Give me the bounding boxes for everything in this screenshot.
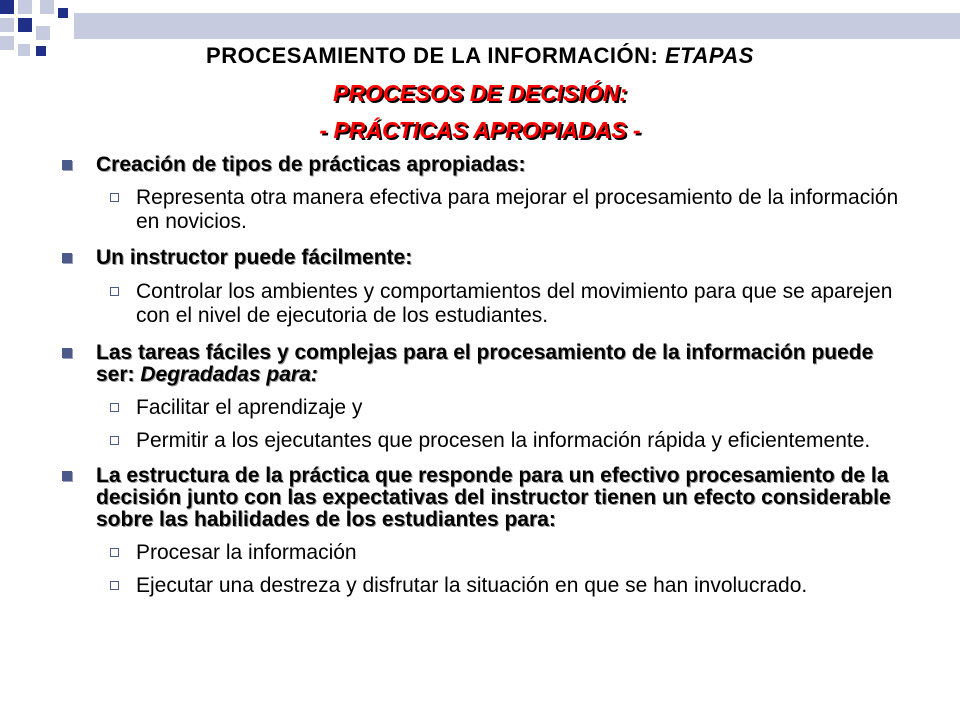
deco-square-2: [18, 0, 32, 14]
sub-bullet-1-1: [62, 186, 912, 234]
bullet-item-1: [62, 154, 912, 176]
deco-square-8: [36, 26, 50, 40]
hollow-square-bullet-icon: [110, 287, 119, 296]
sub-bullet-text: Procesar la información: [136, 541, 357, 564]
bullet-item-2: [62, 247, 912, 269]
square-bullet-icon: [62, 471, 72, 481]
square-bullet-icon: [62, 253, 72, 263]
slide-subtitle-1: PROCESOS DE DECISIÓN:: [333, 80, 627, 106]
slide-title: [0, 43, 960, 69]
sub-bullet-2-1: [62, 280, 912, 328]
hollow-square-bullet-icon: [110, 548, 119, 557]
bullet-heading: Creación de tipos de prácticas apropiadas:: [96, 153, 526, 176]
bullet-heading: Las tareas fáciles y complejas para el procesamiento de la información puede ser:: [96, 341, 874, 386]
sub-bullet-text: Controlar los ambientes y comportamientos del movimiento para que se aparejen con el nivel de ejecutoria de los estudiantes.: [136, 280, 893, 327]
deco-square-4: [0, 18, 14, 32]
bullet-item-4: [62, 465, 912, 531]
hollow-square-bullet-icon: [110, 436, 119, 445]
sub-bullet-text: Ejecutar una destreza y disfrutar la situación en que se han involucrado.: [136, 574, 808, 597]
hollow-square-bullet-icon: [110, 581, 119, 590]
deco-bar: [74, 13, 960, 39]
bullet-item-3: [62, 342, 912, 386]
deco-square-3: [40, 0, 54, 14]
deco-square-1: [0, 0, 14, 14]
slide-title-emphasis: ETAPAS: [664, 43, 754, 68]
sub-bullet-text: Facilitar el aprendizaje y: [136, 396, 363, 419]
bullet-heading-emphasis: Degradadas para:: [140, 363, 318, 386]
bullet-heading: La estructura de la práctica que responde para un efectivo procesamiento de la decisión junto con las expectativas del instructor tienen un efecto considerable sobre las habilidades de los estudiantes para:: [96, 464, 891, 531]
sub-bullet-4-2: [62, 574, 912, 598]
square-bullet-icon: [62, 160, 72, 170]
sub-bullet-3-1: [62, 396, 912, 420]
deco-square-6: [58, 8, 68, 18]
sub-bullet-text: Permitir a los ejecutantes que procesen la información rápida y eficientemente.: [136, 429, 871, 452]
hollow-square-bullet-icon: [110, 193, 119, 202]
slide-content: [62, 154, 912, 598]
sub-bullet-text: Representa otra manera efectiva para mejorar el procesamiento de la información en novicios.: [136, 186, 899, 233]
slide-title-main: PROCESAMIENTO DE LA INFORMACIÓN:: [206, 43, 665, 68]
bullet-heading: Un instructor puede fácilmente:: [96, 246, 413, 269]
hollow-square-bullet-icon: [110, 403, 119, 412]
sub-bullet-3-2: [62, 429, 912, 453]
sub-bullet-4-1: [62, 541, 912, 565]
deco-square-5: [18, 18, 32, 32]
square-bullet-icon: [62, 348, 72, 358]
slide-subtitle-2: - PRÁCTICAS APROPIADAS -: [319, 117, 641, 143]
